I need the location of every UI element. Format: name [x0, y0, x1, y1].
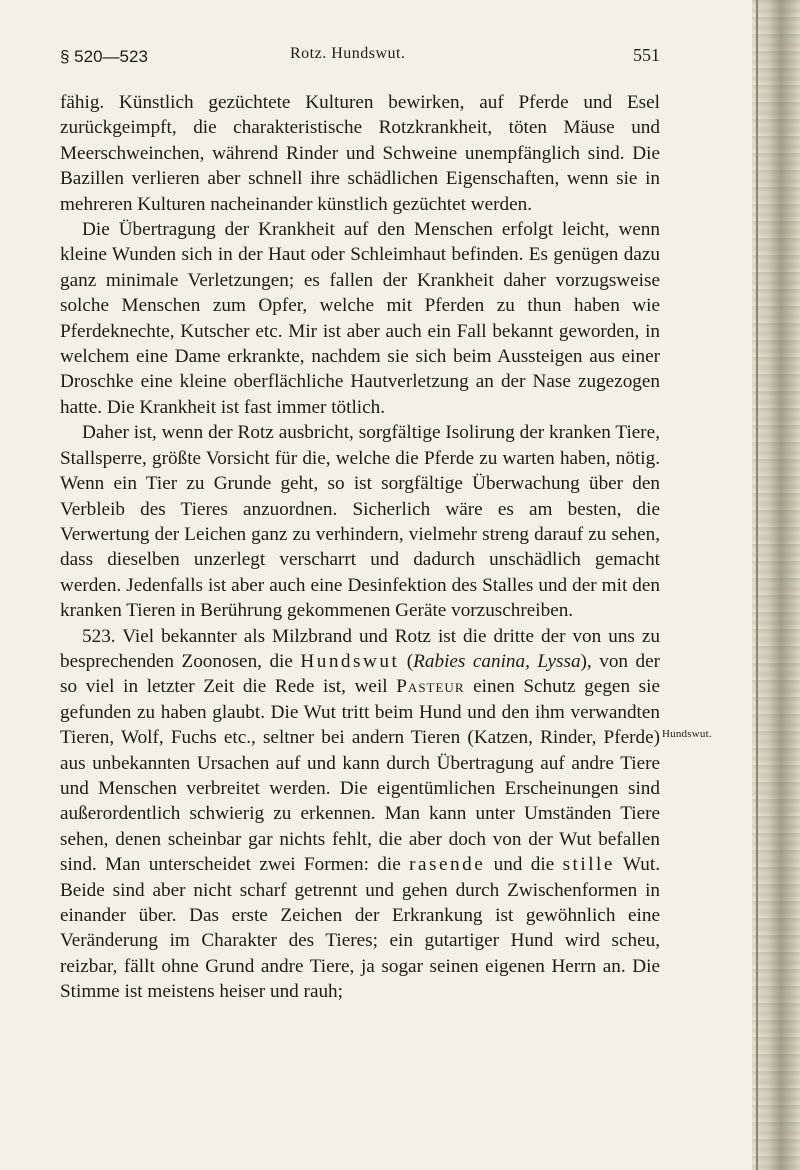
term-rasende: rasende [409, 854, 486, 876]
text-run: 523. Viel bekannter als Milzbrand und Rotz ist die dritte der von uns zu besprechenden Zoonosen, die [60, 625, 660, 672]
binding-line [756, 0, 758, 1170]
text-run: und die [485, 854, 563, 876]
term-stille: stille [562, 854, 615, 876]
text-run: Wut. Beide sind aber nicht scharf getrennt und gehen durch Zwischenformen in einander über. Das erste Zeichen der Erkrankung ist gewöhnlich eine Veränderung im Charakter des Tieres; ein gutartiger Hund wird scheu, reizbar, fällt ohne Grund andre Tiere, ja sogar seinen eigenen Herrn an. Die Stimme ist meistens heiser und rauh; [60, 854, 660, 1003]
page-header [60, 45, 660, 75]
paragraph-continuation: fähig. Künstlich gezüchtete Kulturen bewirken, auf Pferde und Esel zurückgeimpft, die charakteristische Rotzkrankheit, töten Mäuse und Meerschweinchen, während Rinder und Schweine unempfänglich sind. Die Bazillen verlieren aber schnell ihre schädlichen Eigenschaften, wenn sie in mehreren Kulturen nacheinander künstlich gezüchtet werden. [60, 92, 660, 215]
text-run: ( [399, 650, 414, 672]
text-run: einen Schutz gegen sie gefunden zu haben glaubt. Die Wut tritt beim Hund und den ihm verwandten Tieren, Wolf, Fuchs etc., seltner bei andern Tieren (Katzen, Rinder, Pferde) aus unbekannten Ursachen auf und kann durch Übertragung auf andre Tiere und Menschen verbreitet werden. Die eigentümlichen Erscheinungen sind außerordentlich schwierig zu erkennen. Man kann unter Umständen Tiere sehen, denen scheinbar gar nichts fehlt, die aber doch von der Wut befallen sind. Man unterscheidet zwei Formen: die [60, 676, 660, 876]
section-range: § 520—523 [60, 47, 148, 66]
body-text [60, 90, 660, 1005]
term-hundswut: Hundswut [300, 650, 400, 672]
running-title: Rotz. Hundswut. [290, 45, 406, 62]
paragraph-section-523 [60, 624, 660, 1005]
paragraph-isolation: Daher ist, wenn der Rotz ausbricht, sorgfältige Isolirung der kranken Tiere, Stallsperre, größte Vorsicht für die, welche die Pferde zu warten haben, nötig. Wenn ein Tier zu Grunde geht, so ist sorgfältige Überwachung über den Verbleib des Tieres anzuordnen. Sicherlich wäre es am besten, die Verwertung der Leichen ganz zu verhindern, vielmehr streng darauf zu sehen, dass dieselben unzerlegt verscharrt und dadurch unschädlich gemacht werden. Jedenfalls ist aber auch eine Desinfektion des Stalles und der mit den kranken Tieren in Berührung gekommenen Geräte vorzuschreiben. [60, 422, 660, 622]
text-run: ), von der so viel in letzter Zeit die Rede ist, weil [60, 650, 660, 698]
scan-binding-edge [752, 0, 800, 1170]
margin-note: Hundswut. [662, 728, 712, 740]
page-number: 551 [633, 45, 660, 65]
paragraph-transmission: Die Übertragung der Krankheit auf den Menschen erfolgt leicht, wenn kleine Wunden sich in der Haut oder Schleimhaut befinden. Es genügen dazu ganz minimale Verletzungen; es fallen der Krankheit daher vorzugsweise solche Menschen zum Opfer, welche mit Pferden zu thun haben wie Pferdeknechte, Kutscher etc. Mir ist aber auch ein Fall bekannt geworden, in welchem eine Dame erkrankte, nachdem sie sich beim Aussteigen aus einer Droschke eine kleine oberflächliche Hautverletzung an der Nase zugezogen hatte. Die Krankheit ist fast immer tötlich. [60, 219, 660, 418]
latin-term: Rabies canina, Lyssa [413, 650, 581, 672]
name-pasteur: Pasteur [396, 676, 465, 698]
